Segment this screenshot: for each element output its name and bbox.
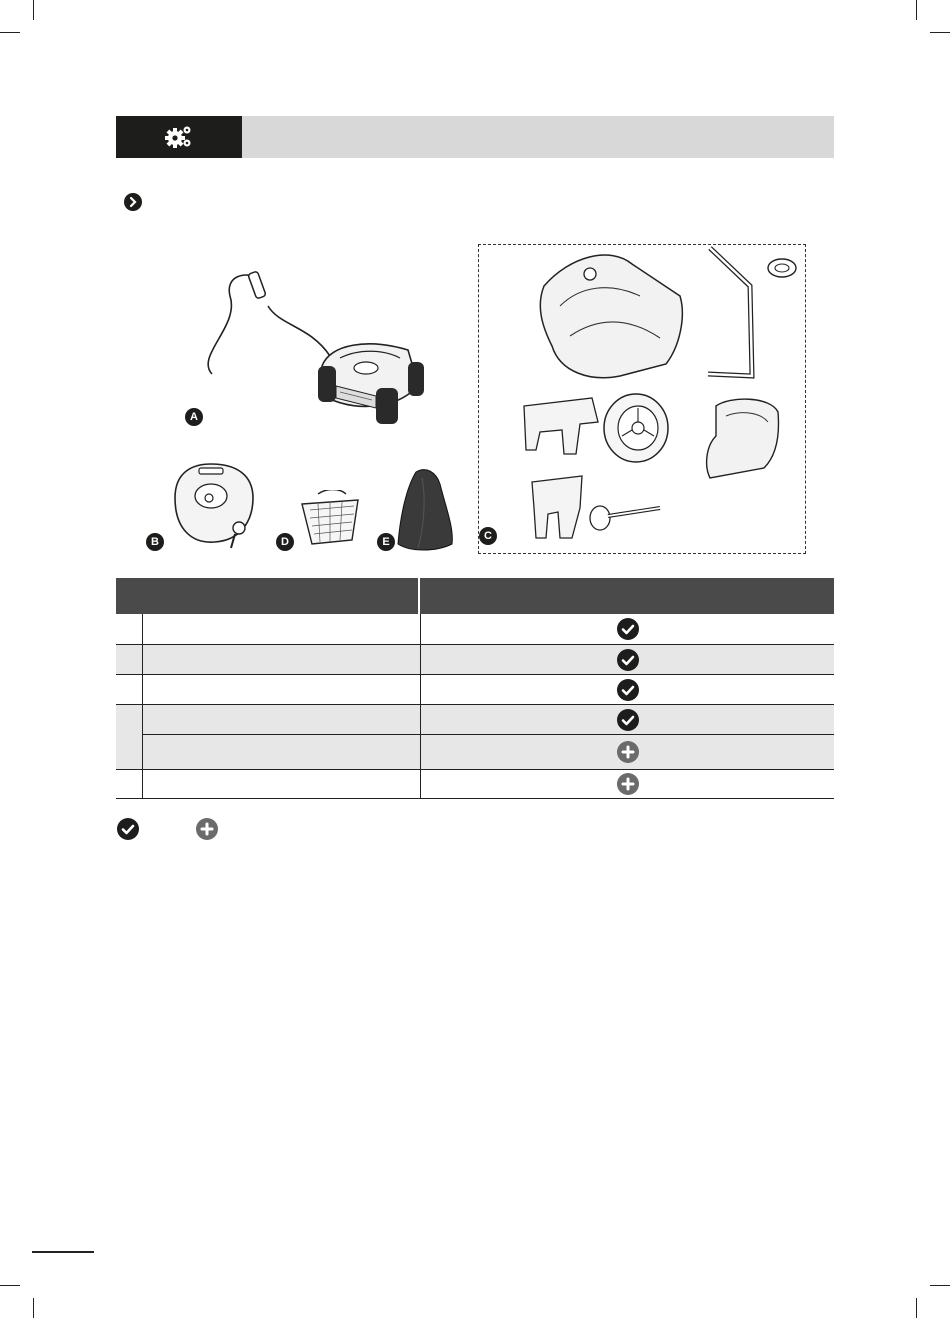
table-row [142, 735, 834, 770]
section-header-tab [116, 116, 242, 158]
footer-rule [32, 1251, 94, 1253]
plus-circle-icon [617, 741, 639, 763]
table-merged-letter-cell [116, 705, 142, 770]
power-supply-illustration [165, 458, 257, 550]
crop-mark [916, 0, 917, 20]
gears-icon [165, 124, 193, 150]
label-e-badge: E [377, 533, 395, 551]
spare-parts-illustration [480, 246, 804, 552]
label-d-badge: D [276, 533, 294, 551]
check-circle-icon [617, 649, 639, 671]
crop-mark [930, 32, 950, 33]
plus-circle-icon [196, 818, 218, 840]
crop-mark [0, 32, 20, 33]
robot-cleaner-illustration [200, 266, 430, 436]
check-circle-icon [617, 618, 639, 640]
section-header-bar [242, 116, 834, 158]
crop-mark [33, 1298, 34, 1318]
label-c-badge: C [479, 527, 497, 545]
filter-basket-illustration [296, 490, 366, 550]
crop-mark [930, 1285, 950, 1286]
table-row [116, 614, 834, 645]
table-row [142, 705, 834, 734]
crop-mark [33, 0, 34, 20]
check-circle-icon [617, 709, 639, 731]
label-b-badge: B [146, 533, 164, 551]
cover-illustration [396, 468, 454, 552]
crop-mark [916, 1298, 917, 1318]
table-row [116, 675, 834, 705]
table-row [116, 645, 834, 675]
plus-circle-icon [617, 773, 639, 795]
contents-table-header [116, 578, 834, 614]
label-a-badge: A [185, 408, 203, 426]
crop-mark [0, 1285, 20, 1286]
table-row [116, 770, 834, 799]
check-circle-icon [617, 679, 639, 701]
check-circle-icon [117, 818, 139, 840]
chevron-right-circle-icon [124, 193, 142, 211]
